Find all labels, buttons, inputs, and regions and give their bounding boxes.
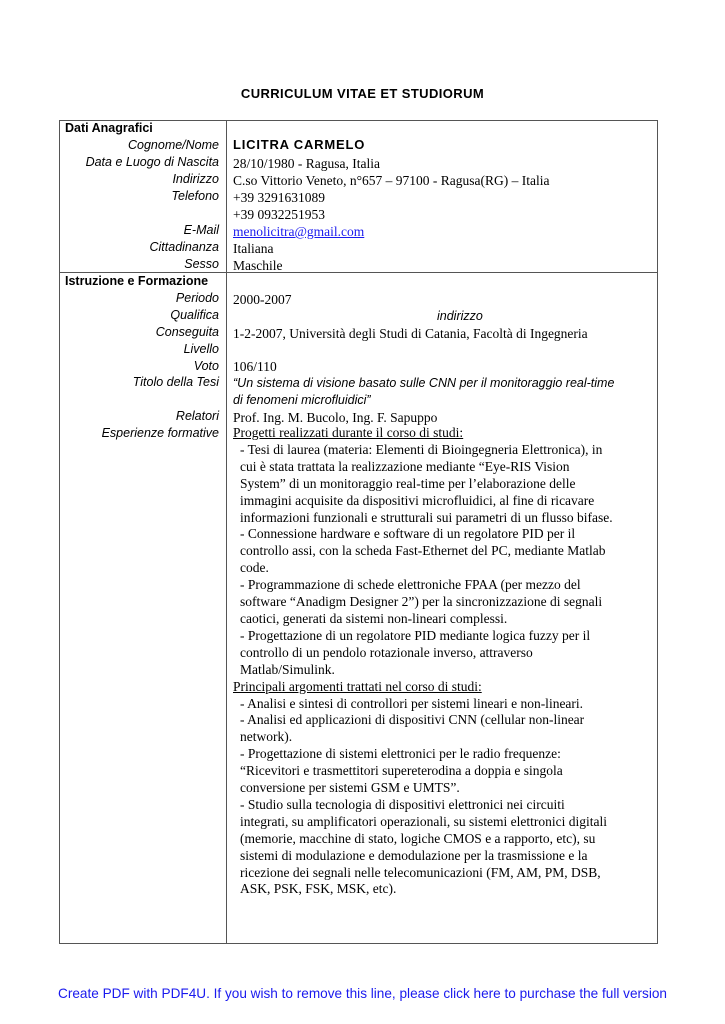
- value-advisors: Prof. Ing. M. Bucolo, Ing. F. Sapuppo: [233, 410, 438, 425]
- label-birth: Data e Luogo di Nascita: [85, 155, 219, 169]
- label-name: Cognome/Nome: [127, 138, 219, 152]
- list-item: ASK, PSK, FSK, MSK, etc).: [240, 881, 397, 897]
- pdf-footer-link[interactable]: Create PDF with PDF4U. If you wish to remove this line, please click here to purchase the full version: [58, 986, 667, 1001]
- value-grade: 106/110: [233, 359, 277, 374]
- list-item: - Progettazione di un regolatore PID mediante logica fuzzy per il: [240, 627, 591, 643]
- list-item: Matlab/Simulink.: [240, 661, 335, 677]
- label-grade: Voto: [193, 359, 219, 373]
- column-divider: [226, 120, 227, 944]
- list-item: informazioni funzionali e strutturali sui parametri di un flusso bifase.: [240, 509, 613, 525]
- label-advisors: Relatori: [175, 409, 219, 423]
- label-achieved: Conseguita: [155, 325, 219, 339]
- list-item: ricezione dei segnali nelle telecomunicazioni (FM, AM, PM, DSB,: [240, 864, 601, 880]
- list-item: - Studio sulla tecnologia di dispositivi elettronici nei circuiti: [240, 796, 565, 812]
- list-item: (memorie, macchine di stato, logiche CMOS e a rapporto, etc), su: [240, 830, 596, 846]
- list-item: cui è stata trattata la realizzazione mediante “Eye-RIS Vision: [240, 458, 570, 474]
- list-item: - Progettazione di sistemi elettronici per le radio frequenze:: [240, 746, 561, 762]
- label-sex: Sesso: [184, 257, 219, 271]
- section-heading-education: Istruzione e Formazione: [65, 274, 209, 288]
- topics-heading: Principali argomenti trattati nel corso di studi:: [233, 678, 482, 694]
- value-phone-1: +39 3291631089: [233, 190, 325, 205]
- projects-heading: Progetti realizzati durante il corso di studi:: [233, 425, 464, 440]
- projects-list: [233, 442, 651, 679]
- list-item: - Connessione hardware e software di un regolatore PID per il: [240, 526, 576, 542]
- label-phone: Telefono: [171, 189, 219, 203]
- value-birth: 28/10/1980 - Ragusa, Italia: [233, 156, 380, 171]
- value-thesis-line-2: di fenomeni microfluidici”: [233, 393, 371, 407]
- list-item: code.: [240, 560, 269, 576]
- label-period: Periodo: [175, 291, 219, 305]
- list-item: System” di un monitoraggio real-time per l’elaborazione delle: [240, 475, 576, 491]
- label-address: Indirizzo: [172, 172, 219, 186]
- list-item: - Analisi e sintesi di controllori per sistemi lineari e non-lineari.: [240, 695, 584, 711]
- value-sex: Maschile: [233, 258, 283, 273]
- value-phone-2: +39 0932251953: [233, 207, 325, 222]
- label-experience: Esperienze formative: [101, 426, 219, 440]
- value-achieved: 1-2-2007, Università degli Studi di Catania, Facoltà di Ingegneria: [233, 326, 588, 341]
- value-name: LICITRA CARMELO: [233, 137, 366, 152]
- value-citizenship: Italiana: [233, 241, 274, 256]
- list-item: caotici, generati da sistemi non-lineari complessi.: [240, 610, 508, 626]
- value-qualification: indirizzo: [437, 309, 483, 323]
- label-qualification: Qualifica: [170, 308, 219, 322]
- section-heading-personal: Dati Anagrafici: [65, 121, 153, 135]
- list-item: controllo assi, con la scheda Fast-Ethernet del PC, mediante Matlab: [240, 543, 606, 559]
- list-item: - Programmazione di schede elettroniche FPAA (per mezzo del: [240, 577, 581, 593]
- list-item: conversione per sistemi GSM e UMTS”.: [240, 780, 460, 796]
- experience-block: [233, 425, 651, 898]
- label-level: Livello: [183, 342, 219, 356]
- label-citizenship: Cittadinanza: [149, 240, 219, 254]
- list-item: software “Anadigm Designer 2”) per la sincronizzazione di segnali: [240, 594, 603, 610]
- value-thesis-line-1: “Un sistema di visione basato sulle CNN per il monitoraggio real-time: [233, 376, 615, 390]
- email-link[interactable]: menolicitra@gmail.com: [233, 224, 365, 239]
- document-title: CURRICULUM VITAE ET STUDIORUM: [240, 86, 485, 101]
- value-period: 2000-2007: [233, 292, 292, 307]
- list-item: “Ricevitori e trasmettitori supereterodina a doppia e singola: [240, 763, 563, 779]
- list-item: - Tesi di laurea (materia: Elementi di Bioingegneria Elettronica), in: [240, 441, 603, 457]
- topics-list: [233, 696, 651, 899]
- value-address: C.so Vittorio Veneto, n°657 – 97100 - Ragusa(RG) – Italia: [233, 173, 550, 188]
- list-item: integrati, su amplificatori operazionali, su sistemi elettronici digitali: [240, 813, 608, 829]
- list-item: - Analisi ed applicazioni di dispositivi CNN (cellular non-linear: [240, 712, 585, 728]
- label-thesis: Titolo della Tesi: [132, 375, 219, 389]
- list-item: sistemi di modulazione e demodulazione per la trasmissione e la: [240, 847, 588, 863]
- list-item: controllo di un pendolo rotazionale inverso, attraverso: [240, 644, 533, 660]
- list-item: network).: [240, 729, 293, 745]
- label-email: E-Mail: [183, 223, 219, 237]
- list-item: immagini acquisite da dispositivi microfluidici, al fine di ricavare: [240, 492, 595, 508]
